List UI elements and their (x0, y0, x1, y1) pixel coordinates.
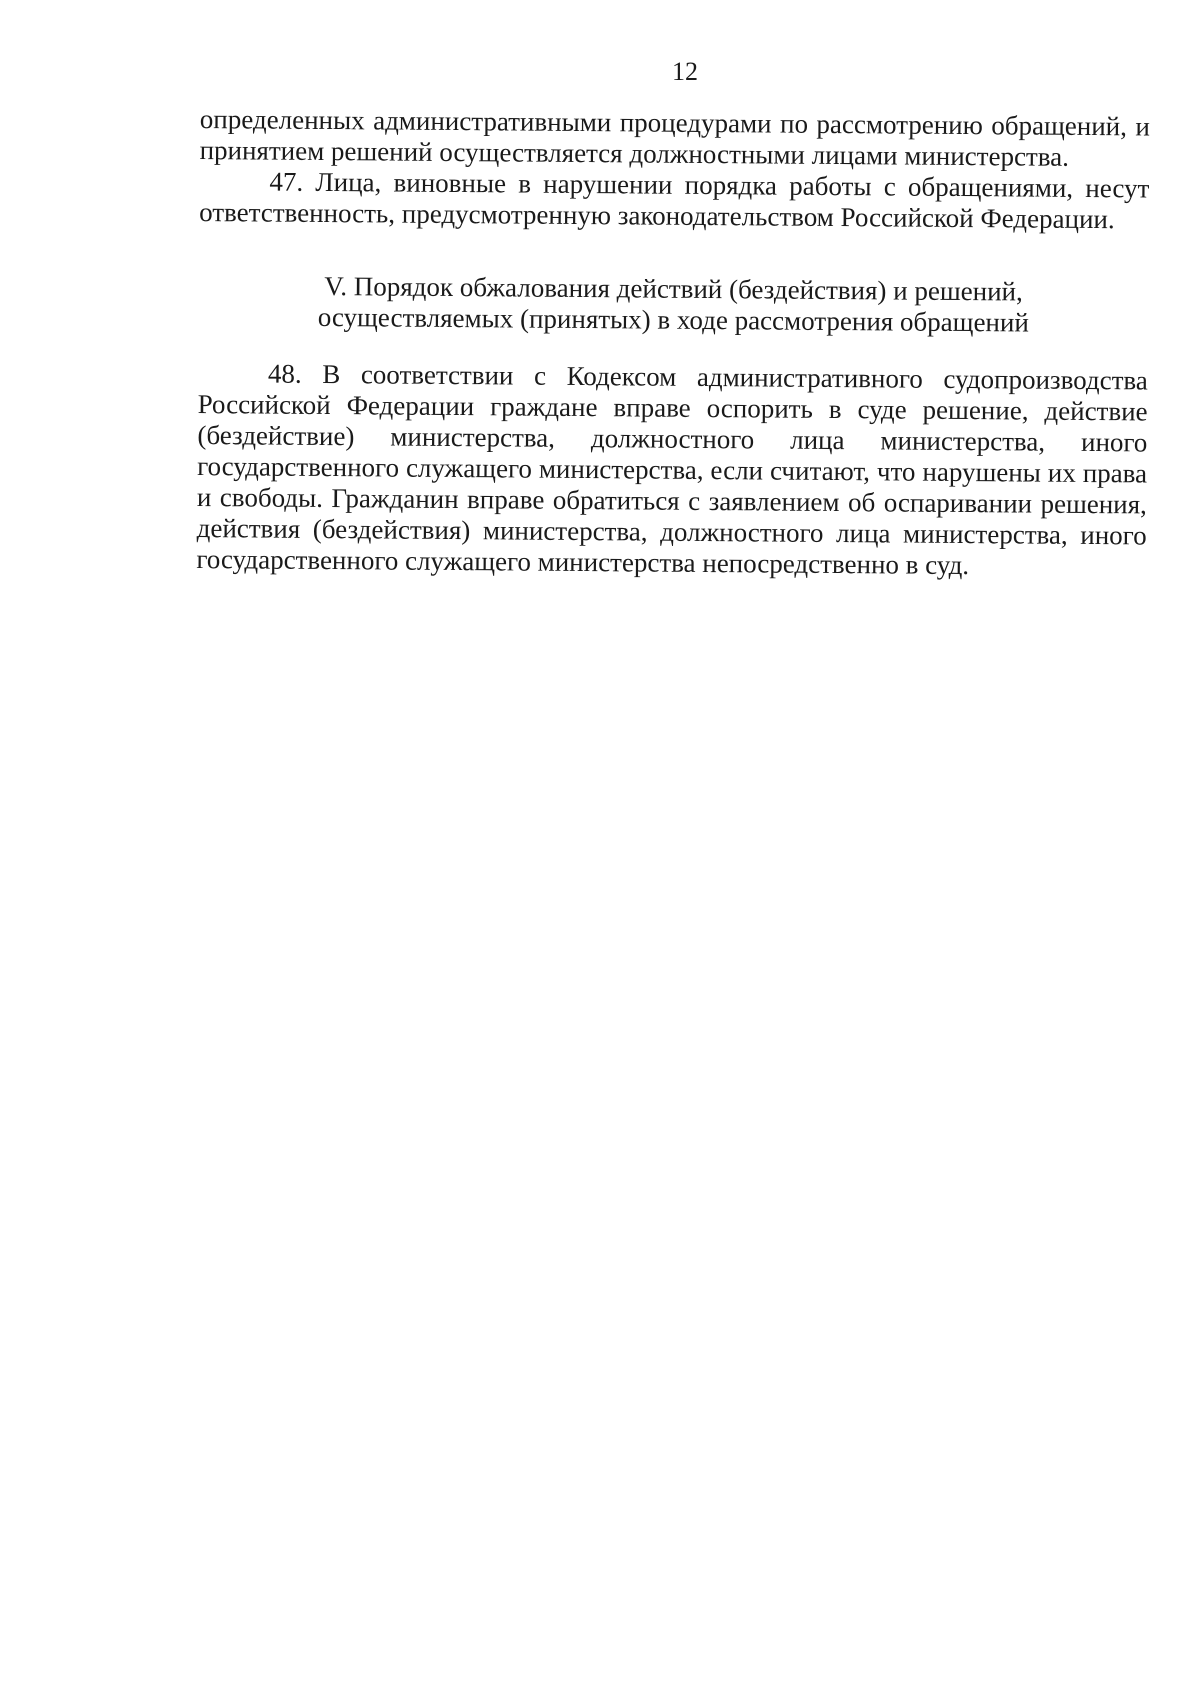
paragraph-item-48: 48. В соответствии с Кодексом административного судопроизводства Российской Федерации граждане вправе оспорить в суде решение, действие (бездействие) министерства, должностного лица министерства, иного государственного служащего министерства, если считают, что нарушены их права и свободы. Гражданин вправе обратиться с заявлением об оспаривании решения, действия (бездействия) министерства, должностного лица министерства, иного государственного служащего министерства непосредственно в суд. (196, 358, 1148, 581)
section-heading-line-2: осуществляемых (принятых) в ходе рассмотрения обращений (317, 301, 1029, 338)
section-heading-line-1: V. Порядок обжалования действий (бездействия) и решений, (324, 270, 1023, 307)
page-number: 12 (672, 57, 698, 86)
paragraph-continuation: определенных административными процедурами по рассмотрению обращений, и принятием решений осуществляется должностными лицами министерства. (199, 104, 1150, 172)
document-body (196, 104, 1150, 582)
paragraph-item-47: 47. Лица, виновные в нарушении порядка работы с обращениями, несут ответственность, предусмотренную законодательством Российской Федерации. (199, 166, 1150, 235)
section-heading (198, 270, 1148, 339)
